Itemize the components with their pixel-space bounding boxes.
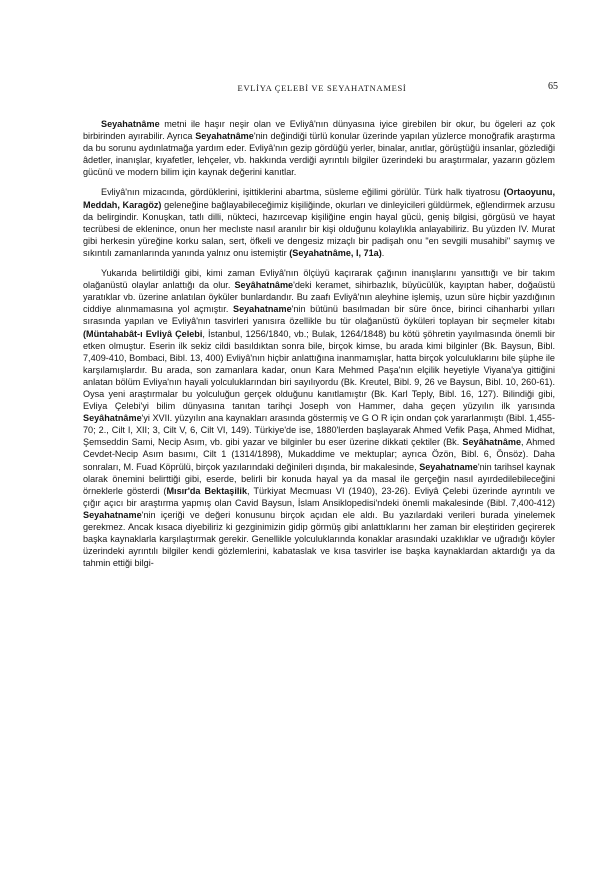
paragraph-text: 'nin bütünü basılmadan bir süre önce, birinci cihanharbi yılları sırasında yapılan ve Evliyâ'nın tasvirleri yanısıra özellikle bu tür olağanüstü öyküleri toplayan bir seçmeler kitabı <box>83 304 555 327</box>
body-text <box>83 118 555 569</box>
paragraph-text: 'nin değindiği türlü konular üzerinde yapılan yüzlerce monoğrafik araştırma da bu sorunu aydınlatmağa yardım eder. Evliyâ'nın gezip gördüğü yerler, binalar, anıtlar, görüştüğü insanlar, gözlediği âdetler, inanışlar, kıyafetler, lehçeler, vb. hakkında verdiği ayrıntılı bilgiler üzerindeki bu araştırmalar, yazarın gözlem gücünü ve modern bilim için kaynak değerini kanıtlar. <box>83 131 555 178</box>
running-title: EVLİYA ÇELEBİ VE SEYAHATNAMESİ <box>237 83 407 93</box>
bold-reference-text: (Seyahatnâme, I, 71a) <box>289 247 382 258</box>
paragraph-text: , Türkiyat Mecmuası VI (1940), 23-26). Evliyâ Çelebi üzerinde ayrıntılı ve çığır açıcı bir araştırma yapmış olan Cavid Baysun, İslam Ansiklopedisi'ndeki önemli makalesinde (Bibl. 7,400-412) <box>83 485 555 508</box>
bold-reference-text: (Müntahabât-ı Evliyâ Çelebi <box>83 328 203 339</box>
paragraph-3 <box>83 267 555 569</box>
bold-reference-text: Seyâhatnâme <box>234 280 294 291</box>
paragraph-text: , Ahmed Cevdet-Necip Asım basımı, Cilt 1 (1314/1898), Mukaddime ve mektuplar; ayrıca Özön, Bibl. 6, Önsöz). Daha sonraları, M. Fuad Köprülü, birçok yazılarındaki değinileri dışında, bir makalesinde, <box>83 437 555 472</box>
paragraph-text: , İstanbul, 1256/1840, vb.; Bulak, 1264/1848) bu kötü şöhretin yayılmasında önemli bir etken olmuştur. Eserin ilk sekiz cildi basıldıktan sonra bile, birçok kimse, bu arada kimi bilginler (Bk. Baysun, Bibl. 7,409-410, Bombaci, Bibl. 13, 400) Evliyâ'nın hiçbir anlattığına inanmamışlar, hatta birçok yolculuklarını bile şüphe ile karşılamışlardır. Bu arada, son zamanlara kadar, onun Kara Mehmed Paşa'nın elçilik heyetiyle Viyana'ya gittiğini anlatan bölüm Evliya'nın hayali yolculuklarından biri sayılıyordu (Bk. Kreutel, Bibl. 9, 26 ve Baysun, Bibl. 10, 260-61). Oysa yeni araştırmalar bu yolculuğun gerçek olduğunu kanıtlamıştır (Bk. Karl Teply, Bibl. 16, 127). Bilindiği gibi, Evliya Çelebi'yi bilim dünyasına tanıtan tarihçi Joseph von Hammer, daha geçen yüzyılın ilk yarısında <box>83 328 555 412</box>
paragraph-text: Yukarıda belirtildiği gibi, kimi zaman Evliyâ'nın ölçüyü kaçırarak çağının inanışlarını yansıttığı ve bir takım olağanüstü olaylar anlattığı da olur. <box>83 268 555 291</box>
bold-reference-text: Seyahatname <box>83 509 142 520</box>
bold-reference-text: Seyahatnâme <box>195 131 254 142</box>
paragraph-text: geleneğine bağlayabileceğimiz kişiliğinde, okurları ve dinleyicileri güldürmek, eğlendirmek arzusu da belirgindir. Konuşkan, tatlı dilli, nükteci, hazırcevap kişiliğine engin hayal gücü, geniş bilgisi, görgüsü ve hayat tecrübesi de eklenince, onun her meclıste nasıl aranılır bir kişi olduğunu kolaylıkla anlayabiliriz. Bu yüzden IV. Murat gibi herkesin yüreğine korku salan, sert, öfkeli ve dengesiz mizaçlı bir padişah onu "en sevgili musahibi" saymış ve sıkıntılı zamanlarında yanında yalnız onu istemiştir <box>83 199 555 258</box>
page-number: 65 <box>548 81 558 92</box>
paragraph-1 <box>83 118 555 178</box>
bold-reference-text: Seyahatnâme <box>101 119 160 129</box>
bold-reference-text: Mısır'da Bektaşilik <box>166 485 248 496</box>
bold-reference-text: Seyahatname <box>233 304 292 315</box>
paragraph-text: 'deki keramet, sihirbazlık, büyücülük, kayıptan haber, doğaüstü yaratıklar vb. üzerine anlatılan öyküler bunlardandır. Bu zaafı Evliyâ'nın aleyhine işlemiş, uzun süre hiçbir yazdığının ciddiye alınmamasına yol açmıştır. <box>83 280 555 315</box>
bold-reference-text: Seyahatname <box>419 461 478 472</box>
paragraph-text: Evliyâ'nın mizacında, gördüklerini, işittiklerini abartma, süsleme eğilimi görülür. Türk halk tiyatrosu <box>101 187 504 198</box>
paragraph-text: 'nin tarihsel kaynak olarak önemini belirttiği gibi, eserde, belirli bir konuda hayal ya da masal ile gerçeğin nasıl ayırdedilebileceğini örneklerle gösterdi ( <box>83 461 555 496</box>
paragraph-2 <box>83 186 555 259</box>
paragraph-text: . <box>381 247 385 258</box>
bold-reference-text: (Ortaoyunu, Meddah, Karagöz) <box>83 187 555 210</box>
bold-reference-text: Seyâhatnâme <box>83 413 142 424</box>
running-head <box>86 81 558 97</box>
paragraph-text: metni ile haşır neşir olan ve Evliyâ'nın dünyasına iyice girebilen bir okur, bu ögeleri az çok birbirinden ayırabilir. Ayrıca <box>83 119 555 142</box>
paragraph-text: 'nin içeriği ve değeri konusunu birçok açıdan ele aldı. Bu yazılardaki verileri burada yinelemek gerekmez. Ancak kısaca diyebiliriz ki gezginimizin gidip görmüş gibi anlattıklarını her zaman bir eleştiriden geçirerek başka kaynaklarla karşılaştırmak gerekir. Genellikle yolculuklarında konaklar arasındaki uzaklıklar ve uğradığı köyler üzerindeki ayrıntılı bilgiler kendi gözlemlerini, kabataslak ve kısa tasvirler ise başka kaynaklardan aktardığı ya da tahmin ettiği bilgi- <box>83 509 555 569</box>
bold-reference-text: Seyâhatnâme <box>462 437 522 448</box>
paragraph-text: 'yi XVII. yüzyılın ana kaynakları arasında göstermiş ve G O R için ondan çok yararlanmıştı (Bibl. 1,455-70; 2., Cilt I, XII; 3, Cilt V, 6, Cilt VI, 149). Türkiye'de ise, 1880'lerden başlayarak Ahmed Vefik Paşa, Ahmed Midhat, Şemseddin Sami, Necip Asım, vb. gibi yazar ve bilginler bu eser üzerine dikkati çektiler (Bk. <box>83 413 555 448</box>
